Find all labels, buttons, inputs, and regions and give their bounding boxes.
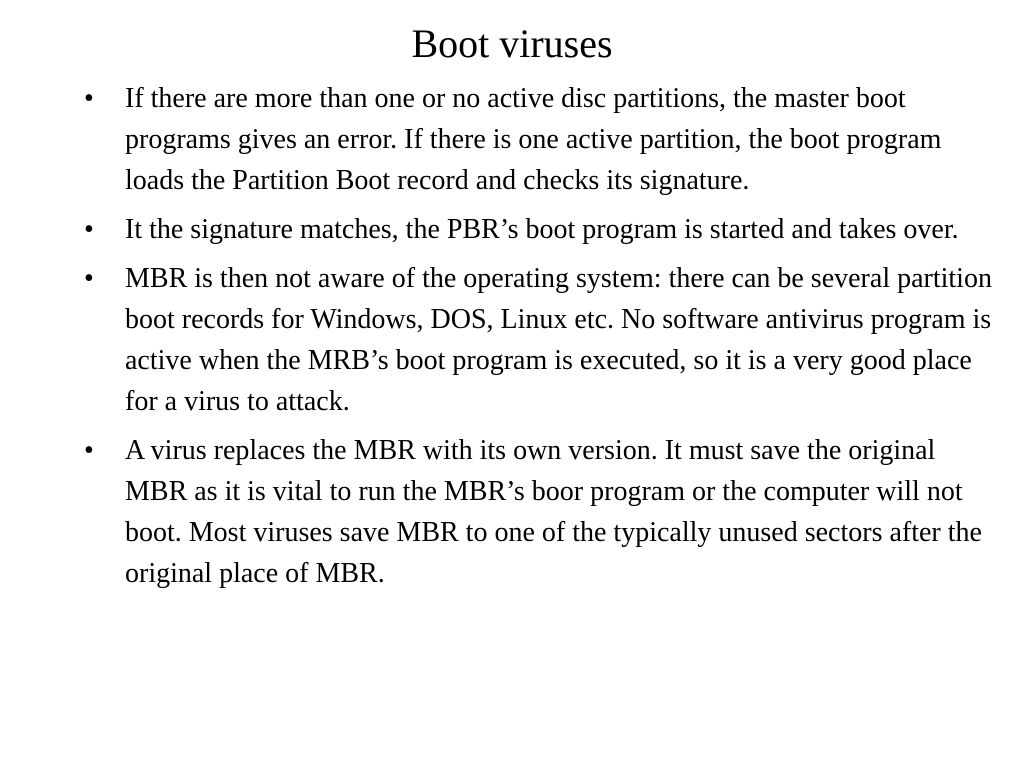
bullet-text: If there are more than one or no active disc partitions, the master boot programs gives an error. If there is one active partition, the boot program loads the Partition Boot record and checks its signature.	[125, 83, 942, 196]
bullet-item	[84, 430, 999, 594]
bullet-point-icon: •	[84, 435, 94, 466]
bullet-item	[84, 258, 999, 422]
bullet-text: It the signature matches, the PBR’s boot program is started and takes over.	[125, 214, 959, 245]
bullet-list	[84, 78, 999, 602]
bullet-point-icon: •	[84, 83, 94, 114]
bullet-point-icon: •	[84, 214, 94, 245]
bullet-text: A virus replaces the MBR with its own version. It must save the original MBR as it is vital to run the MBR’s boor program or the computer will not boot. Most viruses save MBR to one of the typically unused sectors after the original place of MBR.	[125, 435, 982, 589]
bullet-item	[84, 78, 999, 201]
slide-title: Boot viruses	[411, 21, 613, 66]
bullet-point-icon: •	[84, 263, 94, 294]
bullet-text: MBR is then not aware of the operating system: there can be several partition boot records for Windows, DOS, Linux etc. No software antivirus program is active when the MRB’s boot program is executed, so it is a very good place for a virus to attack.	[125, 263, 992, 417]
bullet-item	[84, 209, 999, 250]
